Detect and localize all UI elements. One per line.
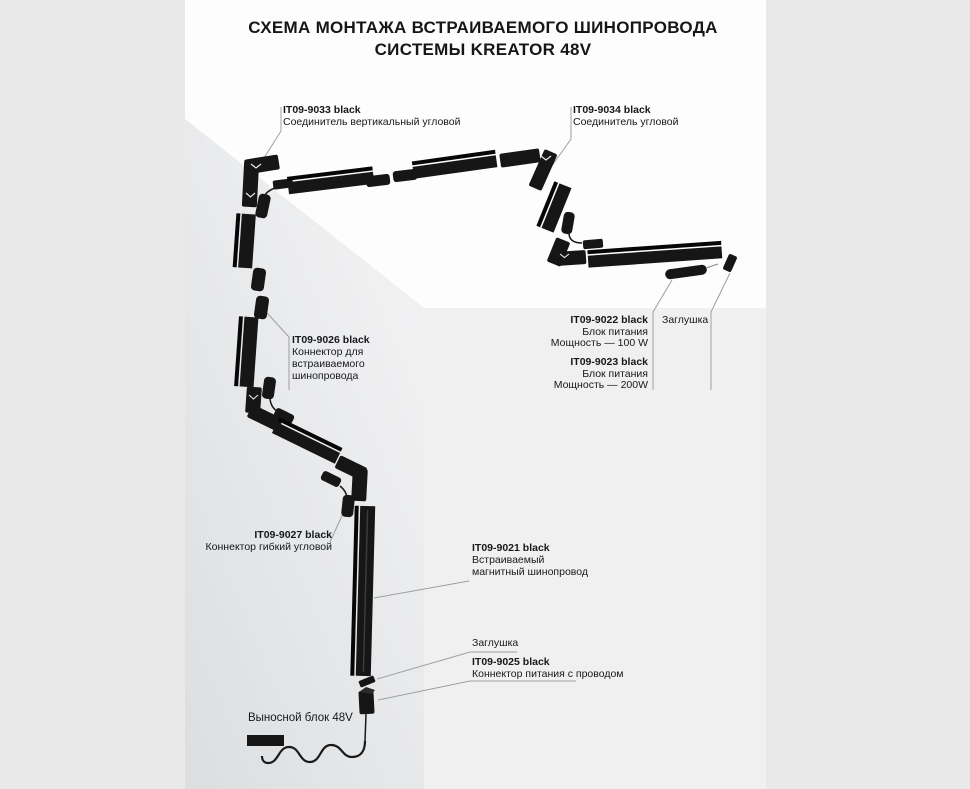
part-code: IT09-9034 black [573, 104, 651, 116]
label-it09-9022 [551, 315, 648, 350]
label-it09-9033 [283, 105, 460, 128]
part-code: IT09-9021 black [472, 542, 550, 554]
magnetic-connector [583, 239, 604, 250]
track-segment [233, 213, 256, 268]
title-line-2: СИСТЕМЫ KREATOR 48V [374, 40, 592, 59]
part-desc: Коннектор питания с проводом [472, 667, 624, 680]
part-desc: Мощность — 100 W [550, 337, 648, 349]
part-desc: Заглушка [662, 314, 709, 326]
part-code: IT09-9023 black [570, 356, 648, 368]
page-title [185, 17, 781, 61]
feed-wire [365, 714, 366, 741]
label-end-cap-top [662, 315, 708, 327]
flex-corner-connector-it09-9027 [341, 494, 355, 517]
part-code: IT09-9025 black [472, 656, 550, 668]
title-line-1: СХЕМА МОНТАЖА ВСТРАИВАЕМОГО ШИНОПРОВОДА [248, 18, 718, 37]
part-desc: Коннектор для [292, 346, 364, 358]
part-code: IT09-9027 black [254, 529, 332, 541]
part-code: IT09-9033 black [283, 104, 361, 116]
label-it09-9026 [292, 334, 370, 382]
remote-driver-block [247, 735, 284, 746]
part-desc: магнитный шинопровод [472, 566, 588, 578]
label-it09-9023 [554, 357, 648, 392]
part-desc: Блок питания [582, 325, 648, 338]
part-desc: Соединитель угловой [573, 115, 679, 128]
part-desc: Выносной блок 48V [248, 712, 353, 724]
label-it09-9034 [573, 105, 678, 128]
part-desc: встраиваемого [292, 358, 365, 370]
label-it09-9027 [206, 530, 332, 553]
part-desc: Встраиваемый [472, 554, 545, 566]
part-code: IT09-9026 black [292, 334, 370, 346]
part-desc: Заглушка [472, 637, 519, 649]
part-desc: Коннектор гибкий угловой [205, 540, 332, 553]
part-desc: Блок питания [582, 367, 648, 380]
label-end-cap-bottom [472, 638, 518, 650]
part-desc: Соединитель вертикальный угловой [283, 115, 461, 128]
label-it09-9021 [472, 542, 588, 578]
label-it09-9025 [472, 657, 624, 680]
part-desc: шинопровода [292, 370, 359, 382]
part-code: IT09-9022 black [570, 314, 648, 326]
part-desc: Мощность — 200W [553, 379, 648, 391]
power-feed-connector-it09-9025 [358, 687, 375, 714]
label-remote-block [248, 713, 353, 725]
